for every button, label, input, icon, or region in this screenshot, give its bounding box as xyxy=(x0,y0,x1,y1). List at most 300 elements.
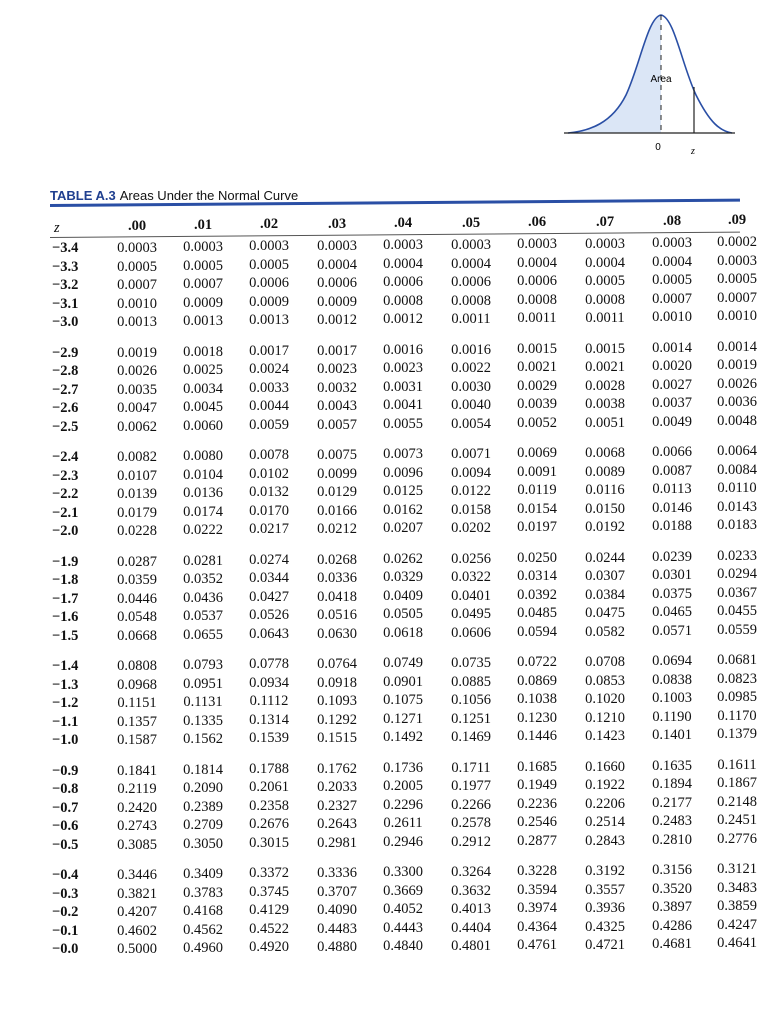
normal-curve-figure xyxy=(560,5,735,160)
table-cell: 0.0392 xyxy=(517,586,557,603)
table-cell: 0.0838 xyxy=(652,671,692,688)
table-cell: 0.0099 xyxy=(317,465,357,482)
table-row xyxy=(52,830,757,855)
table-cell: 0.0139 xyxy=(117,486,157,502)
table-cell: 0.0107 xyxy=(117,467,157,484)
table-cell: 0.0274 xyxy=(249,551,289,568)
z-value: −3.2 xyxy=(52,277,79,293)
table-cell: 0.1131 xyxy=(183,694,223,710)
z-value: −2.8 xyxy=(52,363,79,379)
table-cell: 0.0013 xyxy=(117,314,157,330)
table-cell: 0.4207 xyxy=(117,904,157,920)
table-cell: 0.0030 xyxy=(451,378,491,395)
table-cell: 0.1446 xyxy=(517,728,557,744)
table-cell: 0.0007 xyxy=(117,277,157,293)
table-cell: 0.0031 xyxy=(383,378,423,395)
table-cell: 0.0026 xyxy=(117,363,157,379)
column-header: .07 xyxy=(595,214,615,230)
z-value: −3.4 xyxy=(52,240,79,256)
table-cell: 0.0015 xyxy=(517,340,557,357)
table-cell: 0.0048 xyxy=(717,412,757,429)
table-cell: 0.4483 xyxy=(317,920,357,937)
table-cell: 0.0010 xyxy=(117,295,157,312)
table-cell: 0.3669 xyxy=(383,882,423,899)
table-cell: 0.1251 xyxy=(451,710,491,727)
table-cell: 0.0008 xyxy=(585,291,625,308)
table-cell: 0.1685 xyxy=(517,758,557,775)
table-cell: 0.0004 xyxy=(652,253,692,270)
table-cell: 0.0918 xyxy=(317,674,357,691)
table-cell: 0.0212 xyxy=(317,521,357,537)
table-cell: 0.0018 xyxy=(183,343,223,360)
table-cell: 0.1711 xyxy=(451,759,491,776)
z-value: −3.3 xyxy=(52,258,79,275)
table-cell: 0.0005 xyxy=(585,273,625,289)
table-cell: 0.0869 xyxy=(517,672,557,689)
table-cell: 0.0040 xyxy=(451,397,491,413)
table-cell: 0.0013 xyxy=(249,312,289,328)
table-cell: 0.0485 xyxy=(517,605,557,621)
z-value: −0.6 xyxy=(52,818,79,834)
table-cell: 0.3632 xyxy=(451,882,491,899)
table-cell: 0.1841 xyxy=(117,762,157,779)
table-cell: 0.0014 xyxy=(652,339,692,356)
table-cell: 0.2946 xyxy=(383,833,423,850)
column-header: .09 xyxy=(727,212,747,228)
table-cell: 0.4920 xyxy=(249,939,289,955)
table-cell: 0.0336 xyxy=(317,570,357,586)
table-cell: 0.0188 xyxy=(652,518,692,534)
table-cell: 0.0024 xyxy=(249,361,289,377)
table-cell: 0.3050 xyxy=(183,835,223,852)
table-cell: 0.0006 xyxy=(517,273,557,289)
column-header: .06 xyxy=(527,214,547,230)
table-cell: 0.0059 xyxy=(249,416,289,433)
table-cell: 0.0066 xyxy=(652,444,692,460)
table-cell: 0.1379 xyxy=(717,726,757,742)
table-cell: 0.0132 xyxy=(249,484,289,500)
table-cell: 0.3821 xyxy=(117,885,157,902)
table-cell: 0.0038 xyxy=(585,396,625,412)
table-cell: 0.2389 xyxy=(183,798,223,815)
table-cell: 0.2327 xyxy=(317,797,357,814)
table-cell: 0.0073 xyxy=(383,446,423,462)
table-cell: 0.0091 xyxy=(517,463,557,480)
table-cell: 0.0418 xyxy=(317,588,357,605)
table-cell: 0.4404 xyxy=(451,919,491,936)
table-cell: 0.0023 xyxy=(383,360,423,376)
table-cell: 0.0192 xyxy=(585,519,625,535)
table-cell: 0.1190 xyxy=(652,708,692,725)
column-header: .04 xyxy=(393,215,413,231)
table-cell: 0.0003 xyxy=(717,252,757,269)
table-cell: 0.0179 xyxy=(117,504,157,521)
z-value: −3.1 xyxy=(52,295,79,312)
table-cell: 0.0041 xyxy=(383,397,423,413)
table-cell: 0.1056 xyxy=(451,692,491,708)
table-cell: 0.0051 xyxy=(585,414,625,431)
table-cell: 0.0010 xyxy=(652,309,692,325)
table-cell: 0.0078 xyxy=(249,447,289,463)
table-cell: 0.3264 xyxy=(451,864,491,880)
table-cell: 0.0069 xyxy=(517,445,557,461)
table-cell: 0.0006 xyxy=(451,274,491,290)
table-cell: 0.0694 xyxy=(652,653,692,669)
z-value: −2.6 xyxy=(52,400,79,416)
table-cell: 0.2643 xyxy=(317,816,357,832)
table-cell: 0.0004 xyxy=(317,256,357,273)
table-title: Areas Under the Normal Curve xyxy=(119,188,299,203)
table-cell: 0.0037 xyxy=(652,395,692,411)
table-cell: 0.0089 xyxy=(585,463,625,480)
table-cell: 0.0158 xyxy=(451,501,491,518)
table-cell: 0.1492 xyxy=(383,729,423,745)
z-value: −2.9 xyxy=(52,344,79,361)
table-cell: 0.0005 xyxy=(183,257,223,274)
table-cell: 0.0084 xyxy=(717,461,757,478)
table-cell: 0.0166 xyxy=(317,502,357,519)
table-cell: 0.1469 xyxy=(451,729,491,745)
table-cell: 0.2033 xyxy=(317,779,357,795)
table-cell: 0.0049 xyxy=(652,413,692,430)
table-row xyxy=(52,726,757,750)
table-cell: 0.0003 xyxy=(383,237,423,253)
table-cell: 0.0017 xyxy=(249,342,289,359)
table-cell: 0.0202 xyxy=(451,520,491,536)
table-cell: 0.0006 xyxy=(317,275,357,291)
table-cell: 0.0011 xyxy=(585,310,625,326)
table-cell: 0.3228 xyxy=(517,863,557,879)
table-cell: 0.3557 xyxy=(585,881,625,898)
table-cell: 0.0007 xyxy=(183,276,223,292)
z-value: −1.1 xyxy=(52,713,79,730)
table-cell: 0.0401 xyxy=(451,587,491,604)
table-cell: 0.2148 xyxy=(717,793,757,810)
table-cell: 0.0505 xyxy=(383,606,423,622)
table-cell: 0.0170 xyxy=(249,502,289,519)
table-cell: 0.2296 xyxy=(383,796,423,813)
table-cell: 0.0013 xyxy=(183,313,223,329)
table-row xyxy=(52,935,757,959)
table-cell: 0.0003 xyxy=(585,236,625,252)
table-cell: 0.2358 xyxy=(249,797,289,814)
z-value: −1.7 xyxy=(52,590,79,607)
table-cell: 0.1587 xyxy=(117,732,157,748)
table-cell: 0.0116 xyxy=(585,482,625,498)
table-cell: 0.0375 xyxy=(652,585,692,602)
table-cell: 0.0005 xyxy=(652,272,692,288)
table-cell: 0.1314 xyxy=(249,711,289,728)
table-cell: 0.0475 xyxy=(585,605,625,621)
table-cell: 0.0571 xyxy=(652,622,692,639)
z-value: −1.0 xyxy=(52,732,79,748)
table-cell: 0.0027 xyxy=(652,376,692,393)
table-cell: 0.3594 xyxy=(517,881,557,898)
table-cell: 0.0113 xyxy=(652,481,692,497)
table-cell: 0.0559 xyxy=(717,621,757,638)
table-cell: 0.0060 xyxy=(183,417,223,434)
table-cell: 0.0233 xyxy=(717,547,757,564)
z-value: −0.2 xyxy=(52,904,79,920)
column-header: .05 xyxy=(461,215,481,231)
table-cell: 0.4443 xyxy=(383,919,423,936)
table-cell: 0.0384 xyxy=(585,586,625,603)
z-value: −1.5 xyxy=(52,627,79,644)
shaded-area xyxy=(568,15,661,133)
table-cell: 0.0028 xyxy=(585,377,625,394)
table-cell: 0.0011 xyxy=(517,310,557,326)
table-cell: 0.0136 xyxy=(183,485,223,501)
z-value: −0.0 xyxy=(52,941,79,957)
table-cell: 0.1151 xyxy=(117,695,157,711)
table-row xyxy=(52,412,757,437)
table-cell: 0.0154 xyxy=(517,500,557,517)
table-cell: 0.4602 xyxy=(117,922,157,939)
table-cell: 0.4960 xyxy=(183,940,223,956)
table-cell: 0.0618 xyxy=(383,624,423,641)
table-cell: 0.0087 xyxy=(652,462,692,479)
zero-label: 0 xyxy=(655,142,661,153)
table-cell: 0.3300 xyxy=(383,864,423,880)
table-cell: 0.0606 xyxy=(451,624,491,641)
table-cell: 0.0015 xyxy=(585,340,625,357)
table-cell: 0.2177 xyxy=(652,794,692,811)
table-cell: 0.2743 xyxy=(117,818,157,834)
table-cell: 0.0143 xyxy=(717,498,757,515)
table-cell: 0.3520 xyxy=(652,880,692,897)
table-cell: 0.2676 xyxy=(249,816,289,832)
table-cell: 0.0009 xyxy=(249,293,289,310)
table-cell: 0.0314 xyxy=(517,568,557,584)
table-cell: 0.0005 xyxy=(717,271,757,287)
z-value: −0.4 xyxy=(52,867,79,883)
table-cell: 0.0068 xyxy=(585,445,625,461)
table-cell: 0.1660 xyxy=(585,758,625,775)
table-cell: 0.0029 xyxy=(517,377,557,394)
table-cell: 0.0006 xyxy=(249,275,289,291)
table-cell: 0.0250 xyxy=(517,549,557,566)
table-cell: 0.0022 xyxy=(451,360,491,376)
table-cell: 0.3483 xyxy=(717,879,757,896)
table-cell: 0.1230 xyxy=(517,709,557,726)
table-cell: 0.0026 xyxy=(717,375,757,392)
table-cell: 0.0002 xyxy=(717,234,757,250)
table-cell: 0.0427 xyxy=(249,588,289,605)
table-cell: 0.0064 xyxy=(717,443,757,459)
table-cell: 0.0129 xyxy=(317,484,357,500)
table-cell: 0.2912 xyxy=(451,833,491,850)
table-cell: 0.2843 xyxy=(585,832,625,849)
table-cell: 0.0537 xyxy=(183,608,223,624)
table-cell: 0.3783 xyxy=(183,884,223,901)
table-row xyxy=(52,308,757,332)
table-cell: 0.0162 xyxy=(383,501,423,518)
table-cell: 0.0630 xyxy=(317,625,357,642)
z-value: −2.3 xyxy=(52,467,79,484)
table-cell: 0.0150 xyxy=(585,500,625,517)
table-cell: 0.0985 xyxy=(717,689,757,705)
table-cell: 0.0008 xyxy=(383,292,423,309)
table-cell: 0.2709 xyxy=(183,817,223,833)
table-cell: 0.0036 xyxy=(717,394,757,410)
table-cell: 0.3192 xyxy=(585,863,625,879)
table-cell: 0.4090 xyxy=(317,902,357,918)
table-cell: 0.0262 xyxy=(383,550,423,567)
table-cell: 0.3336 xyxy=(317,865,357,881)
table-cell: 0.0019 xyxy=(717,357,757,373)
table-cell: 0.0047 xyxy=(117,400,157,416)
table-cell: 0.0096 xyxy=(383,464,423,481)
column-header: .03 xyxy=(327,216,347,232)
table-cell: 0.0025 xyxy=(183,362,223,378)
table-cell: 0.1292 xyxy=(317,711,357,728)
table-cell: 0.0005 xyxy=(249,256,289,273)
table-cell: 0.0054 xyxy=(451,415,491,432)
table-cell: 0.0307 xyxy=(585,568,625,584)
table-cell: 0.0455 xyxy=(717,603,757,619)
table-cell: 0.0005 xyxy=(117,258,157,275)
table-cell: 0.0446 xyxy=(117,590,157,607)
z-value: −2.4 xyxy=(52,449,79,465)
table-cell: 0.1562 xyxy=(183,731,223,747)
table-cell: 0.0708 xyxy=(585,654,625,670)
table-cell: 0.2266 xyxy=(451,796,491,813)
table-cell: 0.0017 xyxy=(317,342,357,359)
table-cell: 0.0853 xyxy=(585,672,625,689)
z-value: −0.9 xyxy=(52,762,79,779)
table-cell: 0.0016 xyxy=(451,341,491,358)
table-cell: 0.0122 xyxy=(451,483,491,499)
column-header: .02 xyxy=(259,216,279,232)
table-cell: 0.0409 xyxy=(383,587,423,604)
table-cell: 0.0012 xyxy=(383,311,423,327)
table-cell: 0.4801 xyxy=(451,938,491,954)
table-cell: 0.2451 xyxy=(717,812,757,828)
table-cell: 0.0004 xyxy=(451,255,491,272)
table-cell: 0.0009 xyxy=(183,294,223,311)
table-cell: 0.2611 xyxy=(383,815,423,831)
z-value: −0.3 xyxy=(52,885,79,902)
area-label: Area xyxy=(650,74,672,85)
table-cell: 0.0003 xyxy=(451,237,491,253)
table-cell: 0.4721 xyxy=(585,937,625,953)
table-cell: 0.0823 xyxy=(717,670,757,687)
table-cell: 0.0125 xyxy=(383,483,423,499)
z-label: z xyxy=(691,146,695,157)
table-cell: 0.2206 xyxy=(585,795,625,812)
table-cell: 0.0055 xyxy=(383,415,423,432)
table-cell: 0.3859 xyxy=(717,898,757,914)
table-cell: 0.1788 xyxy=(249,760,289,777)
table-cell: 0.0207 xyxy=(383,520,423,536)
column-header: .00 xyxy=(127,218,147,234)
table-cell: 0.1335 xyxy=(183,712,223,729)
table-cell: 0.0062 xyxy=(117,418,157,435)
table-cell: 0.0239 xyxy=(652,548,692,565)
table-cell: 0.0885 xyxy=(451,673,491,690)
table-cell: 0.4168 xyxy=(183,903,223,919)
table-cell: 0.1949 xyxy=(517,777,557,793)
table-cell: 0.0222 xyxy=(183,522,223,538)
table-row xyxy=(52,621,757,646)
table-cell: 0.0009 xyxy=(317,293,357,310)
table-cell: 0.0681 xyxy=(717,652,757,668)
table-caption xyxy=(50,188,298,203)
table-cell: 0.2483 xyxy=(652,813,692,829)
table-label: TABLE A.3 xyxy=(50,188,116,203)
table-cell: 0.1515 xyxy=(317,730,357,746)
table-cell: 0.3015 xyxy=(249,834,289,851)
table-cell: 0.0655 xyxy=(183,626,223,643)
z-value: −1.2 xyxy=(52,695,79,711)
z-value: −0.8 xyxy=(52,781,79,797)
table-cell: 0.0287 xyxy=(117,553,157,570)
table-cell: 0.2420 xyxy=(117,799,157,816)
table-cell: 0.2546 xyxy=(517,814,557,830)
table-cell: 0.0023 xyxy=(317,361,357,377)
table-cell: 0.1210 xyxy=(585,709,625,726)
table-cell: 0.0003 xyxy=(117,240,157,256)
table-cell: 0.0003 xyxy=(249,238,289,254)
table-cell: 0.1762 xyxy=(317,760,357,777)
table-cell: 0.0256 xyxy=(451,550,491,567)
table-cell: 0.0146 xyxy=(652,499,692,516)
table-cell: 0.0344 xyxy=(249,570,289,586)
table-cell: 0.1894 xyxy=(652,776,692,792)
table-cell: 0.2578 xyxy=(451,815,491,831)
table-cell: 0.1271 xyxy=(383,710,423,727)
table-cell: 0.2236 xyxy=(517,795,557,812)
table-cell: 0.0003 xyxy=(317,238,357,254)
table-cell: 0.0008 xyxy=(517,291,557,308)
table-cell: 0.0006 xyxy=(383,274,423,290)
table-cell: 0.0008 xyxy=(451,292,491,309)
table-cell: 0.0301 xyxy=(652,567,692,583)
table-cell: 0.0004 xyxy=(383,255,423,272)
table-cell: 0.0034 xyxy=(183,380,223,397)
table-cell: 0.1977 xyxy=(451,778,491,794)
table-cell: 0.1867 xyxy=(717,775,757,791)
table-cell: 0.0071 xyxy=(451,446,491,462)
table-cell: 0.0045 xyxy=(183,399,223,415)
table-cell: 0.0010 xyxy=(717,308,757,324)
z-value: −0.1 xyxy=(52,922,79,939)
table-cell: 0.0968 xyxy=(117,676,157,693)
table-cell: 0.4840 xyxy=(383,938,423,954)
table-cell: 0.3085 xyxy=(117,836,157,853)
table-cell: 0.0016 xyxy=(383,341,423,358)
table-cell: 0.0329 xyxy=(383,569,423,585)
table-cell: 0.0359 xyxy=(117,572,157,588)
z-value: −2.5 xyxy=(52,418,79,435)
table-cell: 0.0052 xyxy=(517,414,557,431)
table-cell: 0.0436 xyxy=(183,589,223,606)
column-header: .01 xyxy=(193,217,213,233)
z-value: −0.5 xyxy=(52,836,79,853)
table-cell: 0.0516 xyxy=(317,607,357,623)
table-cell: 0.0039 xyxy=(517,396,557,412)
table-cell: 0.2061 xyxy=(249,779,289,795)
table-cell: 0.2810 xyxy=(652,831,692,848)
table-cell: 0.0004 xyxy=(517,254,557,271)
table-cell: 0.0057 xyxy=(317,416,357,433)
table-cell: 0.0021 xyxy=(517,359,557,375)
table-cell: 0.0003 xyxy=(183,239,223,255)
table-cell: 0.0526 xyxy=(249,607,289,623)
table-cell: 0.1922 xyxy=(585,777,625,793)
table-cell: 0.4286 xyxy=(652,917,692,934)
table-cell: 0.4325 xyxy=(585,918,625,935)
